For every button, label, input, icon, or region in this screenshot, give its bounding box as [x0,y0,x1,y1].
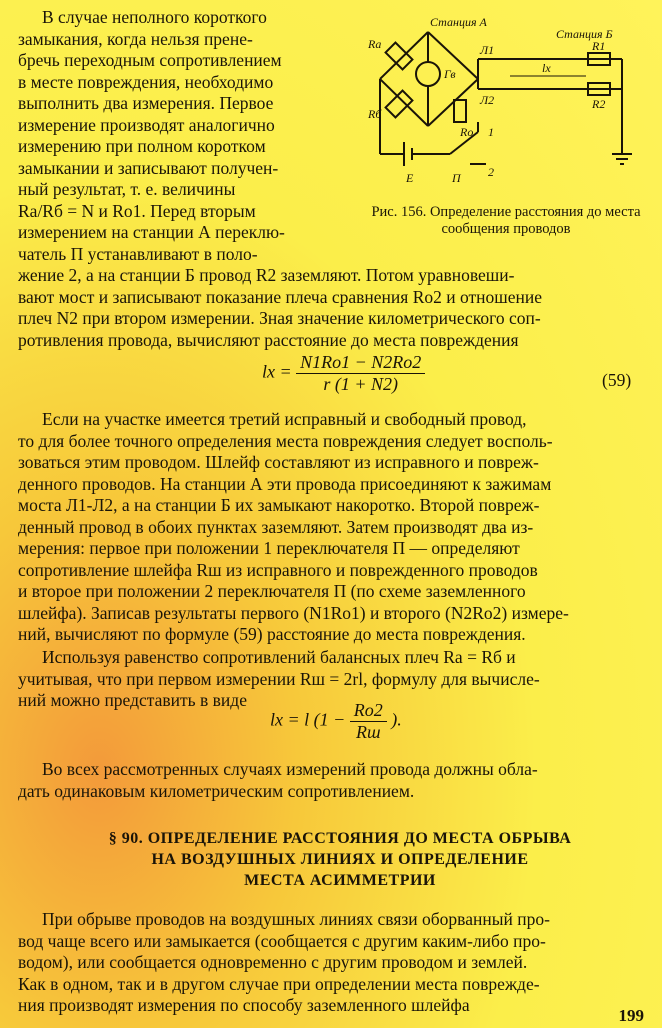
circuit-diagram [360,14,652,204]
para1-line: замыкании и записывают получен- [18,157,279,178]
para1full-line: плеч N2 при втором измерении. Зная значение километрического соп- [18,308,541,328]
para1-line: измерению при полном коротком [18,136,266,156]
para4-line: дать одинаковым километрическим сопротивлением. [18,780,415,801]
para5-line: При обрыве проводов на воздушных линиях связи оборванный про- [42,909,550,929]
formula-2-lhs: lx = l (1 − [270,709,346,730]
para1-line: бречь переходным сопротивлением [18,50,282,70]
para5-line: водом), или сообщается одновременно с другим проводом и землей. [18,952,528,972]
para1-line: В случае неполного короткого [42,7,267,27]
para2-line: денный провод в обоих пунктах заземляют. Затем производят два из- [18,516,534,537]
para2-line: Если на участке имеется третий исправный и свободный провод, [42,409,527,429]
formula-59-denominator: r (1 + N2) [323,374,399,394]
label-gv: Гв [444,67,456,81]
label-l1: Л1 [480,43,495,57]
para1-line: в месте повреждения, необходимо [18,71,274,92]
label-2: 2 [488,165,494,179]
para4-line: Во всех рассмотренных случаях измерений провода должны обла- [42,759,538,779]
page-number: 199 [618,1006,644,1025]
formula-2-rhs: ). [391,709,402,730]
heading-line: НА ВОЗДУШНЫХ ЛИНИЯХ И ОПРЕДЕЛЕНИЕ [151,851,529,868]
para5-line: вод чаще всего или замыкается (сообщается с другим каким-либо про- [18,930,546,951]
para2-line: зоваться этим проводом. Шлейф составляют из исправного и повреж- [18,452,539,472]
station-a-label: Станция А [430,15,487,29]
para2-line: то для более точного определения места повреждения следует восполь- [18,430,553,451]
equation-number: (59) [602,370,632,390]
para1-line: замыкания, когда нельзя прене- [18,28,253,49]
para2-line: мерения: первое при положении 1 переключателя П — определяют [18,538,520,558]
para1full-line: жение 2, а на станции Б провод R2 заземляют. Потом уравновеши- [18,265,515,285]
para1-line: выполнить два измерения. Первое [18,93,274,113]
formula-2 [270,700,402,743]
para2-line: моста Л1-Л2, а на станции Б их замыкают накоротко. Второй повреж- [18,495,540,515]
label-lx: lx [542,61,551,75]
para2-line: шлейфа). Записав результаты первого (N1Rо1) и второго (N2Rо2) измере- [18,602,569,623]
heading-line: § 90. ОПРЕДЕЛЕНИЕ РАССТОЯНИЯ ДО МЕСТА ОБРЫВА [108,830,572,847]
formula-59-numerator: N1Rо1 − N2Rо2 [296,352,425,374]
para2-line: сопротивление шлейфа Rш из исправного и поврежденного проводов [18,559,538,580]
label-r2: R2 [592,97,606,111]
para2-line: и второе при положении 2 переключателя П (по схеме заземленного [18,581,526,601]
label-e: Е [406,171,414,185]
para1full-line: вают мост и записывают показание плеча сравнения Rо2 и отношение [18,286,543,307]
para1-line: измерением на станции А переклю- [18,222,285,242]
label-1: 1 [488,125,494,139]
para3-line: учитывая, что при первом измерении Rш = 2rl, формулу для вычисле- [18,668,540,689]
para1-line: чатель П устанавливают в поло- [18,243,258,264]
para2-line: денного проводов. На станции А эти провода присоединяют к зажимам [18,473,552,494]
para1-line: измерение производят аналогично [18,114,275,135]
label-ra: Rа [368,37,382,51]
label-rb: Rб [368,107,382,121]
para1-line: Rа/Rб = N и Rо1. Перед вторым [18,200,256,221]
para3-line: Используя равенство сопротивлений балансных плеч Rа = Rб и [42,647,516,667]
label-l2: Л2 [480,93,495,107]
formula-59 [262,352,425,395]
formula-2-denominator: Rш [355,722,381,742]
para1full-line: ротивления провода, вычисляют расстояние до места повреждения [18,329,519,350]
label-ro: Rо [460,125,474,139]
para5-line: ния производят измерения по способу заземленного шлейфа [18,995,470,1015]
para1-line: ный результат, т. е. величины [18,179,236,199]
para5-line: Как в одном, так и в другом случае при определении места поврежде- [18,973,540,994]
formula-59-lhs: lx = [262,361,292,382]
station-b-label: Станция Б [556,27,613,41]
para3-line: ний можно представить в виде [18,690,247,710]
heading-line: МЕСТА АСИММЕТРИИ [244,872,436,889]
figure-caption: Рис. 156. Определение расстояния до места сообщения проводов [371,204,641,237]
label-p: П [452,171,461,185]
formula-2-numerator: Rо2 [350,700,387,722]
label-r1: R1 [592,39,606,53]
para2-line: ний, вычисляют по формуле (59) расстояние до места повреждения. [18,624,526,644]
